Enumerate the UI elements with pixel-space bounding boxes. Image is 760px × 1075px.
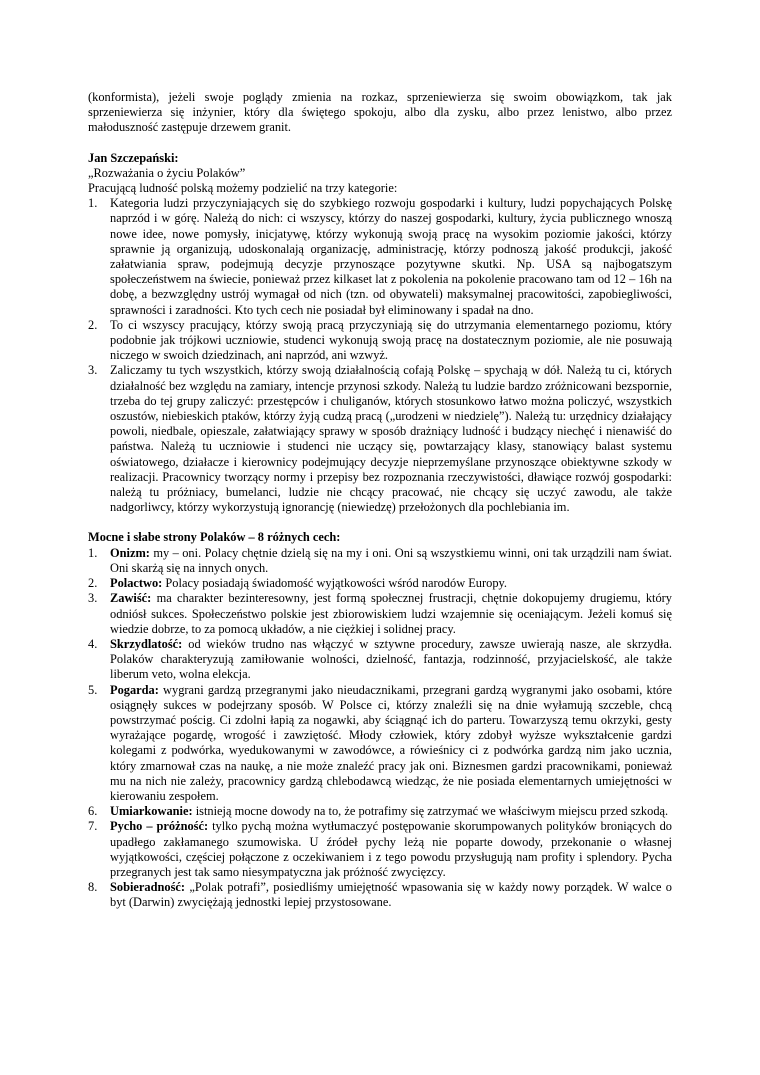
trait-text: istnieją mocne dowody na to, że potrafimy się zatrzymać we właściwym miejscu przed szkodą. bbox=[192, 804, 669, 819]
list-item bbox=[88, 546, 672, 576]
list-item bbox=[88, 819, 672, 880]
trait-text: wygrani gardzą przegranymi jako nieudacznikami, przegrani gardzą wygranymi jako osobami, które osiągnęły sukces w podejrzany sposób. W Polsce ci, którzy znaleźli się na dnie wyłamują szczeble, chcą powstrzymać pościg. Ci zdolni łapią za nogawki, aby ściągnąć ich do parteru. Towarzyszą temu okrzyki, gesty wyrażające pogardę, wrogość i zawziętość. Młody człowiek, który zdobył wyższe wykształcenie gardzi kolegami z podwórka, wyedukowanymi w zawodówce, a rówieśnicy ci z podwórka gardzą nim jako ucznia, który zmarnował czas na naukę, a nie może znaleźć pracy jak oni. Biznesmen gardzi pracownikami, ponieważ mu na nich nie zależy, pracownicy gardzą chlebodawcą wiedząc, że nie posiada elementarnych umiejętności w kierowaniu zespołem. bbox=[110, 682, 672, 803]
section1-lead: Pracującą ludność polską możemy podzielić na trzy kategorie: bbox=[88, 181, 398, 196]
trait-text: tylko pychą można wytłumaczyć postępowanie skorumpowanych polityków broniących do upadłego zakłamanego szumowiska. U źródeł pychy leżą nie poparte dowody, przekonanie o własnej wyjątkowości, częściej połączone z oczekiwaniem i z tego powodu przysługują nam profity i splendory. Pycha przegranych jest tak samo niesympatyczna jak próżność zwycięzcy. bbox=[110, 819, 672, 879]
list-item bbox=[88, 363, 672, 515]
trait-term: Polactwo: bbox=[110, 576, 163, 591]
list-number: 2. bbox=[88, 317, 98, 332]
list-number: 7. bbox=[88, 819, 98, 834]
trait-text: Polacy posiadają świadomość wyjątkowości wśród narodów Europy. bbox=[162, 576, 508, 591]
trait-text: od wieków trudno nas włączyć w sztywne procedury, zawsze uwierają nasze, ale skrzydła. Polaków charakteryzują zamiłowanie wolności, dzielność, fantazja, rodzinność, przyjacielskość, ale także liberum veto, wolna elekcja. bbox=[110, 636, 672, 682]
traits-list bbox=[88, 546, 672, 911]
list-number: 2. bbox=[88, 576, 98, 591]
list-item bbox=[88, 591, 672, 637]
trait-term: Skrzydlatość: bbox=[110, 636, 183, 651]
list-number: 1. bbox=[88, 196, 98, 211]
trait-term: Umiarkowanie: bbox=[110, 804, 193, 819]
intro-paragraph: (konformista), jeżeli swoje poglądy zmienia na rozkaz, sprzeniewierza się swoim obowiązkom, tak jak sprzeniewierza się inżynier, który dla świętego spokoju, albo dla zysku, albo przez lenistwo, albo przez małoduszność zastępuje drzewem granit. bbox=[88, 90, 672, 135]
author-heading: Jan Szczepański: bbox=[88, 150, 179, 165]
list-item bbox=[88, 318, 672, 364]
list-number: 3. bbox=[88, 363, 98, 378]
list-item bbox=[88, 683, 672, 805]
categories-list bbox=[88, 196, 672, 515]
list-text: To ci wszyscy pracujący, którzy swoją pracą przyczyniają się do utrzymania elementarnego poziomu, który podobnie jak trójkowi uczniowie, studenci wykonują swoją pracę na dostatecznym poziomie, ale nie posuwają niczego w swoich dziedzinach, ani naprzód, ani wzwyż. bbox=[110, 317, 672, 363]
list-item bbox=[88, 576, 672, 591]
spacer bbox=[88, 515, 672, 530]
trait-text: ma charakter bezinteresowny, jest formą społecznej frustracji, chętnie dokopujemy drugiemu, który odniósł sukces. Społeczeństwo polskie jest zbiorowiskiem ludzi wzajemnie się oceniającym. Jeżeli komuś się wiedzie dobrze, to za pomocą układów, a nie ciężkiej i solidnej pracy. bbox=[110, 591, 672, 636]
list-item bbox=[88, 637, 672, 683]
trait-term: Pycho – próżność: bbox=[110, 819, 209, 834]
list-item bbox=[88, 804, 672, 819]
trait-text: „Polak potrafi”, posiedliśmy umiejętność wpasowania się w każdy nowy porządek. W walce o byt (Darwin) zwyciężają jednostki lepiej przystosowane. bbox=[110, 880, 672, 910]
trait-term: Onizm: bbox=[110, 545, 150, 560]
list-number: 4. bbox=[88, 636, 98, 651]
list-text: Kategoria ludzi przyczyniających się do szybkiego rozwoju gospodarki i kultury, ludzi popychających Polskę naprzód i w górę. Należą do nich: ci wszyscy, którzy do naszej gospodarki, kultury, życia publicznego wnoszą nowe idee, nowe pomysły, inicjatywę, którzy wykonują swoją pracę na wysokim poziomie jakości, którzy sprawnie ją organizują, udoskonalają organizację, administrację, którzy podnoszą jakość produkcji, jakość załatwiania spraw, podejmują decyzje przynoszące pozytywne skutki. Np. USA są najbogatszym społeczeństwem na świecie, ponieważ przez kilkaset lat z pokolenia na pokolenie pracowano tam od 12 – 16h na dobę, a bezwzględny ustrój wymagał od nich (tzn. od obywateli) maksymalnej pracowitości, zapobiegliwości, sprawności i zaradności. Kto tych cech nie posiadał był eliminowany i spadał na dno. bbox=[110, 196, 672, 317]
list-number: 3. bbox=[88, 591, 98, 606]
trait-term: Zawiść: bbox=[110, 591, 152, 606]
list-number: 8. bbox=[88, 880, 98, 895]
trait-term: Sobieradność: bbox=[110, 880, 186, 895]
list-number: 6. bbox=[88, 804, 98, 819]
book-title: „Rozważania o życiu Polaków” bbox=[88, 165, 246, 180]
spacer bbox=[88, 136, 672, 151]
trait-term: Pogarda: bbox=[110, 682, 159, 697]
list-number: 1. bbox=[88, 545, 98, 560]
list-item bbox=[88, 880, 672, 910]
document-page bbox=[88, 90, 672, 911]
trait-text: my – oni. Polacy chętnie dzielą się na my i oni. Oni są wszystkiemu winni, oni tak urządzili nam świat. Oni skarżą się na innych onych. bbox=[110, 545, 672, 575]
traits-heading: Mocne i słabe strony Polaków – 8 różnych cech: bbox=[88, 530, 341, 545]
list-number: 5. bbox=[88, 682, 98, 697]
list-text: Zaliczamy tu tych wszystkich, którzy swoją działalnością cofają Polskę – spychają w dół. Należą tu ci, których działalność bez względu na zamiary, intencje przynosi szkody. Należą tu ludzie bardzo zróżnicowani bezspornie, trzeba do tej grupy zaliczyć: przestępców i chuliganów, których stosunkowo łatwo można policzyć, wszystkich oszustów, niebieskich ptaków, którzy żyją cudzą pracą („urodzeni w niedzielę”). Należą tu: urzędnicy działający powoli, niedbale, opieszale, załatwiający sprawy w sposób drażniący ludność i budzący niechęć i nienawiść do państwa. Należą tu uczniowie i studenci nie uczący się, powtarzający klasy, stanowiący balast systemu oświatowego, działacze i kierownicy podejmujący decyzje nieprzemyślane przynoszące obiektywne szkody w realizacji. Pracownicy tworzący normy i przepisy bez rozpoznania rzeczywistości, dławiące rozwój gospodarki: należą tu próżniacy, bumelanci, ludzie nie chcący pracować, nie chcący się uczyć zawodu, ale także nadgorliwcy, którzy wykorzystują ignorancję (niewiedzę) przełożonych dla pochlebiania im. bbox=[110, 363, 672, 515]
list-item bbox=[88, 196, 672, 318]
